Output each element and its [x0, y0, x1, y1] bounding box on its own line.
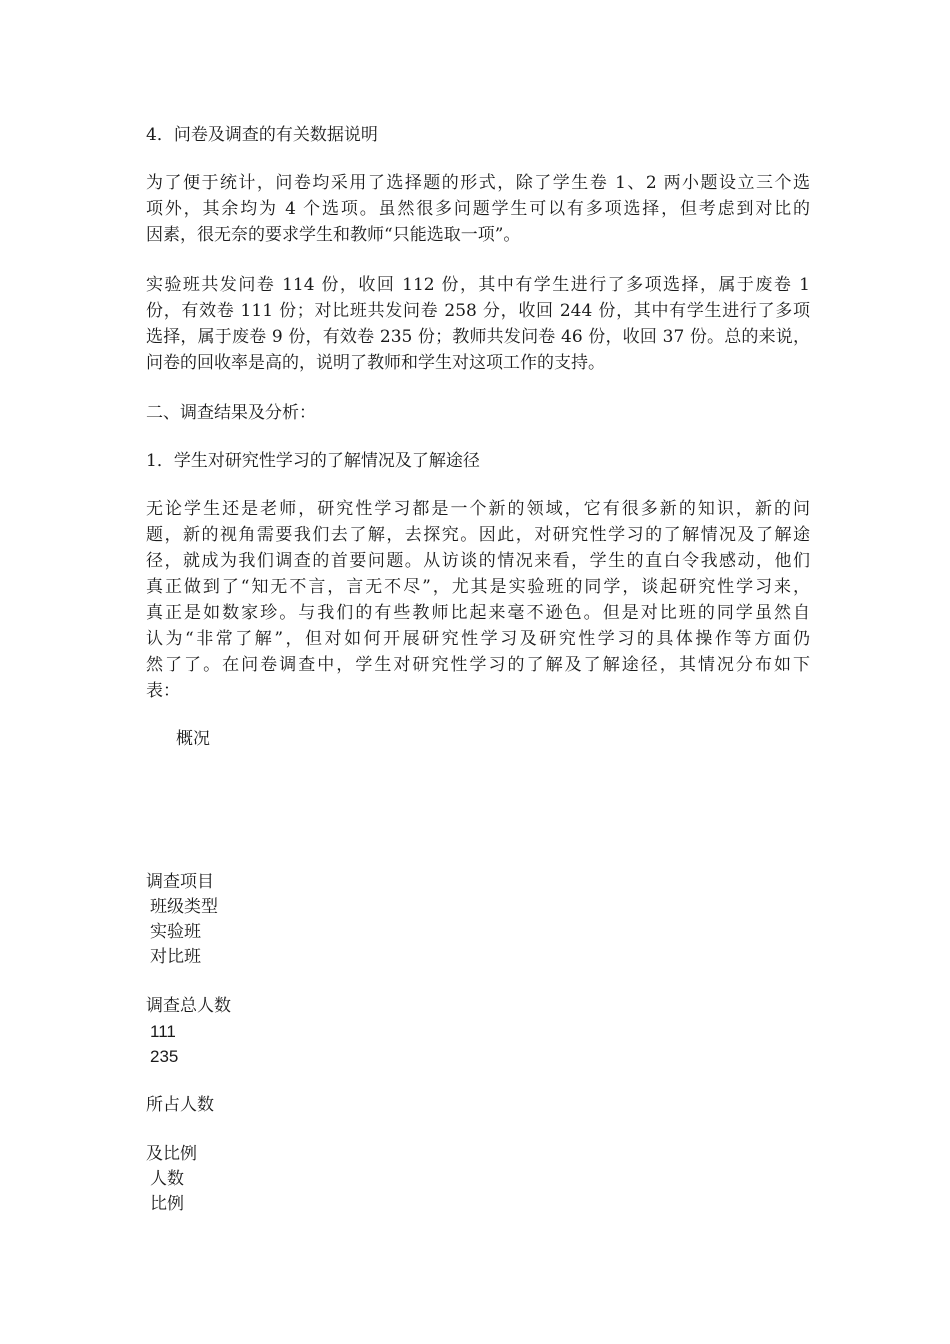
table-header-item: 调查项目 — [146, 872, 214, 892]
text-line: 真正做到了“知无不言，言无不尽”，尤其是实验班的同学，谈起研究性学习来， — [146, 577, 810, 597]
part-2-title: 二、调查结果及分析： — [146, 403, 316, 423]
table-cell-total-experimental: 111 — [150, 1022, 176, 1041]
table-group-total — [146, 994, 231, 1069]
table-cell-total-comparison: 235 — [150, 1047, 179, 1066]
table-group-item — [146, 870, 231, 970]
table-header-total: 调查总人数 — [146, 996, 231, 1016]
table-cell-class-type: 班级类型 — [150, 897, 218, 917]
text-line: 问卷的回收率是高的，说明了教师和学生对这项工作的支持。 — [146, 353, 605, 373]
text-line: 认为“非常了解”，但对如何开展研究性学习及研究性学习的具体操作等方面仍 — [146, 629, 810, 649]
section-4-paragraph-1 — [146, 170, 810, 248]
table-caption: 概况 — [176, 729, 210, 749]
text-line: 项外，其余均为 4 个选项。虽然很多问题学生可以有多项选择，但考虑到对比的 — [146, 199, 810, 219]
text-line: 表： — [146, 681, 180, 701]
text-line: 无论学生还是老师，研究性学习都是一个新的领域，它有很多新的知识，新的问 — [146, 499, 810, 519]
section-4-paragraph-2 — [146, 272, 810, 376]
table-cell-share-ratio: 比例 — [150, 1194, 184, 1214]
table-group-share-1 — [146, 1093, 231, 1118]
text-line: 题，新的视角需要我们去了解，去探究。因此，对研究性学习的了解情况及了解途 — [146, 525, 810, 545]
section-4-title: 4．问卷及调查的有关数据说明 — [146, 125, 378, 145]
survey-table-flattened — [146, 870, 231, 1241]
document-page — [146, 122, 810, 752]
table-cell-share-count: 人数 — [150, 1169, 184, 1189]
table-group-share-2 — [146, 1142, 231, 1217]
text-line: 选择，属于废卷 9 份，有效卷 235 份；教师共发问卷 46 份，收回 37 份。总的来说， — [146, 327, 810, 347]
table-header-share-line-1: 所占人数 — [146, 1095, 214, 1115]
table-header-share-line-2: 及比例 — [146, 1144, 197, 1164]
text-line: 实验班共发问卷 114 份，收回 112 份，其中有学生进行了多项选择，属于废卷 1 — [146, 275, 810, 295]
text-line: 然了了。在问卷调查中，学生对研究性学习的了解及了解途径，其情况分布如下 — [146, 655, 810, 675]
text-line: 为了便于统计，问卷均采用了选择题的形式，除了学生卷 1、2 两小题设立三个选 — [146, 173, 810, 193]
text-line: 真正是如数家珍。与我们的有些教师比起来毫不逊色。但是对比班的同学虽然自 — [146, 603, 810, 623]
text-line: 因素，很无奈的要求学生和教师“只能选取一项”。 — [146, 225, 521, 245]
part-2-paragraph — [146, 496, 810, 704]
text-line: 径，就成为我们调查的首要问题。从访谈的情况来看，学生的直白令我感动，他们 — [146, 551, 810, 571]
table-cell-class-comparison: 对比班 — [150, 947, 201, 967]
text-line: 份，有效卷 111 份；对比班共发问卷 258 分，收回 244 份，其中有学生进行了多项 — [146, 301, 810, 321]
part-2-subsection-1-title: 1．学生对研究性学习的了解情况及了解途径 — [146, 451, 480, 471]
table-cell-class-experimental: 实验班 — [150, 922, 201, 942]
